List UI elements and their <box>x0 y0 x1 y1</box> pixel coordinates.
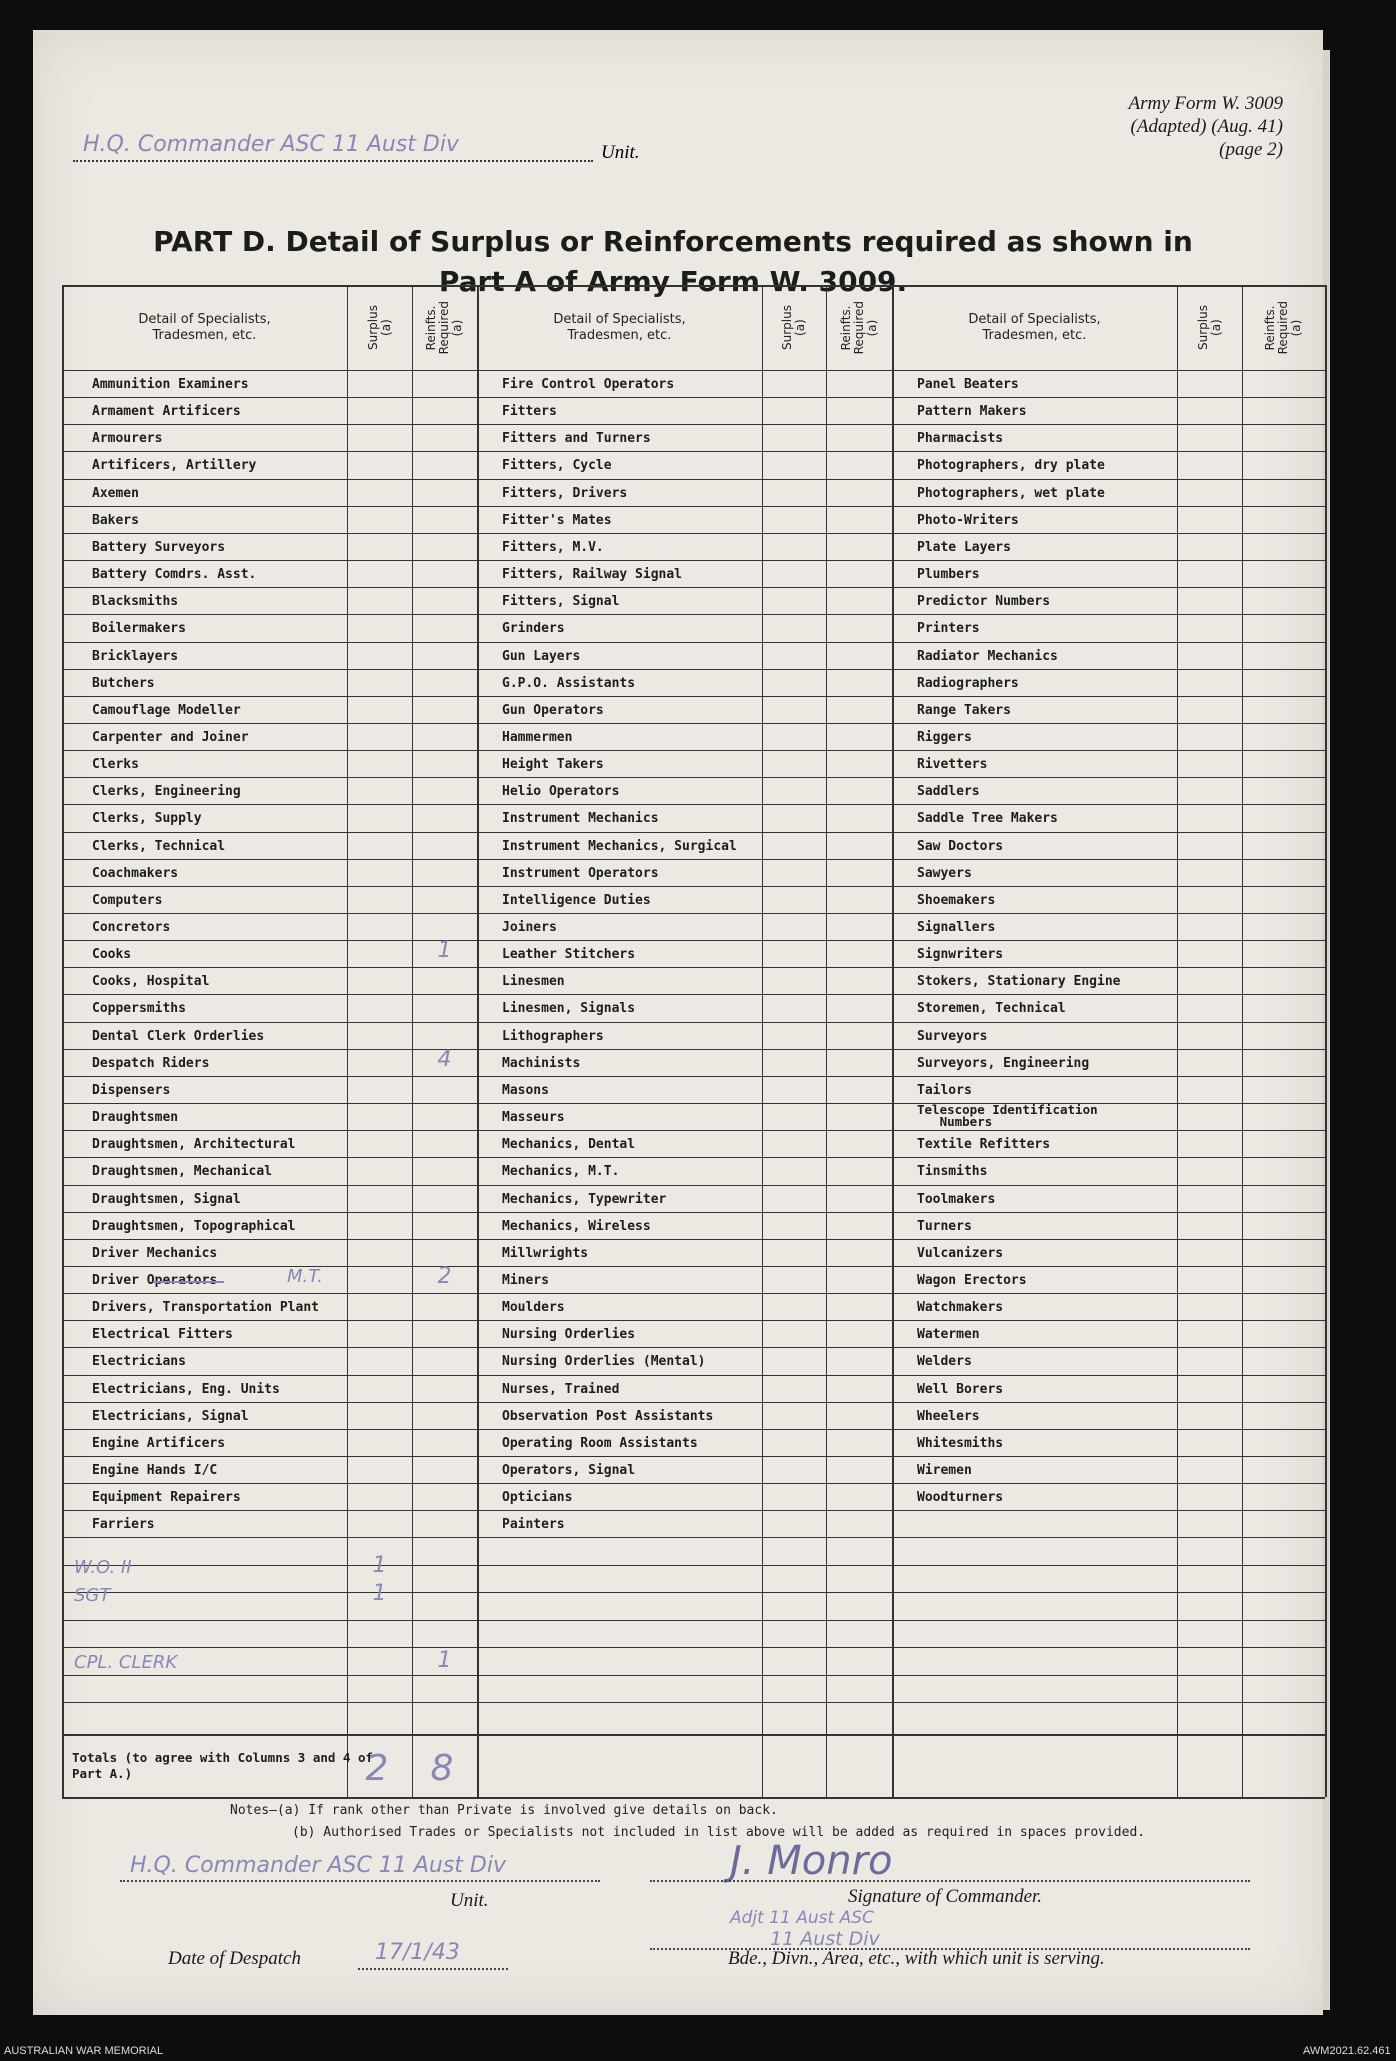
row-rule <box>62 1103 1325 1104</box>
header-surplus: Surplus (a) <box>1195 305 1223 350</box>
table-row: Butchers <box>92 675 155 691</box>
row-rule <box>62 1675 1325 1676</box>
table-row: Fitters <box>502 404 557 420</box>
title-line-1: PART D. Detail of Surplus or Reinforcements required as shown in <box>153 225 1193 258</box>
header-detail: Detail of Specialists, Tradesmen, etc. <box>553 311 686 343</box>
title-line-2: Part A of Army Form W. 3009. <box>438 265 908 298</box>
table-row: Radiographers <box>917 675 1019 691</box>
footer-right: AWM2021.62.461 <box>1303 2045 1391 2057</box>
table-row: Leather Stitchers <box>502 947 636 963</box>
table-row: Driver Mechanics <box>92 1245 218 1261</box>
table-row: Ammunition Examiners <box>92 377 249 392</box>
form-number: Army Form W. 3009 <box>1128 93 1283 114</box>
table-row: Equipment Repairers <box>92 1490 241 1506</box>
table-row: Boilermakers <box>92 621 186 637</box>
table-row: Stokers, Stationary Engine <box>917 974 1121 990</box>
row-rule <box>62 614 1325 615</box>
table-row: Armament Artificers <box>92 404 241 420</box>
table-row: Predictor Numbers <box>917 594 1051 610</box>
column-rule <box>1177 285 1178 1797</box>
table-row: Draughtsmen, Signal <box>92 1191 241 1207</box>
table-row: Rivetters <box>917 757 988 773</box>
table-row: Mechanics, M.T. <box>502 1164 620 1180</box>
row-rule <box>62 994 1325 995</box>
table-row: Bakers <box>92 512 139 528</box>
unit-label: Unit. <box>601 142 640 163</box>
table-row: Nursing Orderlies <box>502 1327 636 1343</box>
table-row: Fire Control Operators <box>502 377 675 392</box>
row-rule <box>62 1592 1325 1593</box>
table-row: Mechanics, Typewriter <box>502 1191 667 1207</box>
table-row: Textile Refitters <box>917 1137 1051 1153</box>
table-row: Turners <box>917 1218 972 1234</box>
driver-annotation: M.T. <box>287 1265 323 1287</box>
table-row: Fitters, Railway Signal <box>502 567 683 583</box>
table-row: Driver Operators <box>92 1272 218 1288</box>
table-row: Photo-Writers <box>917 512 1019 528</box>
row-rule <box>62 1212 1325 1213</box>
table-row: Gun Layers <box>502 648 581 664</box>
form-page: (page 2) <box>1219 139 1283 160</box>
row-rule <box>62 1239 1325 1240</box>
table-row: Linesmen <box>502 974 565 990</box>
table-row: Riggers <box>917 729 972 745</box>
table-row: Battery Comdrs. Asst. <box>92 567 257 583</box>
table-row: Cooks, Hospital <box>92 974 210 990</box>
table-row: Toolmakers <box>917 1191 996 1207</box>
specialists-table <box>62 285 1325 1797</box>
table-row: Dental Clerk Orderlies <box>92 1028 265 1044</box>
extra-row-surplus: 1 <box>372 1553 387 1579</box>
table-row: Lithographers <box>502 1028 604 1044</box>
table-row: G.P.O. Assistants <box>502 675 636 691</box>
table-row: Wheelers <box>917 1408 980 1424</box>
table-row: Fitters, M.V. <box>502 539 604 555</box>
driver-operators-reinfts: 2 <box>437 1263 452 1289</box>
table-row: Sawyers <box>917 865 972 881</box>
row-rule <box>62 886 1325 887</box>
table-row: Battery Surveyors <box>92 539 226 555</box>
table-row: Watchmakers <box>917 1300 1004 1316</box>
table-row: Shoemakers <box>917 892 996 908</box>
row-rule <box>62 1510 1325 1511</box>
table-row: Well Borers <box>917 1381 1004 1397</box>
table-row: Armourers <box>92 431 163 447</box>
row-rule <box>62 1537 1325 1538</box>
totals-surplus: 2 <box>365 1748 389 1789</box>
bottom-unit-handwritten: H.Q. Commander ASC 11 Aust Div <box>130 1853 506 1878</box>
notes <box>230 1800 1145 1844</box>
row-rule <box>62 1647 1325 1648</box>
row-rule <box>62 1022 1325 1023</box>
table-row: Telescope Identification Numbers <box>917 1102 1098 1130</box>
row-rule <box>62 1620 1325 1621</box>
table-row: Saw Doctors <box>917 838 1004 854</box>
row-rule <box>62 560 1325 561</box>
extra-row-label: W.O. II <box>74 1557 132 1579</box>
table-row: Linesmen, Signals <box>502 1001 636 1017</box>
table-row: Surveyors, Engineering <box>917 1055 1090 1071</box>
table-row: Tailors <box>917 1082 972 1098</box>
row-rule <box>62 777 1325 778</box>
column-rule <box>1325 285 1327 1797</box>
row-rule <box>62 859 1325 860</box>
table-row: Cooks <box>92 947 132 963</box>
table-row: Photographers, dry plate <box>917 458 1105 474</box>
row-rule <box>62 967 1325 968</box>
unit-handwritten: H.Q. Commander ASC 11 Aust Div <box>83 132 459 157</box>
row-rule <box>62 669 1325 670</box>
table-row: Computers <box>92 892 163 908</box>
table-row: Vulcanizers <box>917 1245 1004 1261</box>
column-rule <box>62 285 64 1797</box>
table-row: Instrument Mechanics <box>502 811 659 827</box>
row-rule <box>62 1429 1325 1430</box>
column-rule <box>826 285 827 1797</box>
table-row: Saddlers <box>917 784 980 800</box>
table-row: Photographers, wet plate <box>917 485 1105 501</box>
table-row: Masseurs <box>502 1110 565 1126</box>
signature-stamp: Adjt 11 Aust ASC <box>730 1908 874 1928</box>
table-row: Artificers, Artillery <box>92 458 257 474</box>
row-rule <box>62 1402 1325 1403</box>
extra-row-label: SGT <box>74 1584 111 1606</box>
table-row: Clerks, Engineering <box>92 784 241 800</box>
table-row: Printers <box>917 621 980 637</box>
row-rule <box>62 642 1325 643</box>
header-rule <box>62 370 1325 371</box>
table-row: Gun Operators <box>502 702 604 718</box>
row-rule <box>62 940 1325 941</box>
area-label: Bde., Divn., Area, etc., with which unit is serving. <box>728 1948 1105 1969</box>
row-rule <box>62 1483 1325 1484</box>
table-row: Mechanics, Dental <box>502 1137 636 1153</box>
row-rule <box>62 424 1325 425</box>
unit-field-top <box>73 130 640 170</box>
header-surplus: Surplus (a) <box>365 305 393 350</box>
table-row: Signwriters <box>917 947 1004 963</box>
header-reinfts: Reinfts. Required (a) <box>1263 300 1303 355</box>
table-row: Pattern Makers <box>917 404 1027 420</box>
commander-signature: J. Monro <box>730 1838 893 1884</box>
table-row: Intelligence Duties <box>502 892 651 908</box>
table-row: Coppersmiths <box>92 1001 186 1017</box>
row-rule <box>62 451 1325 452</box>
table-row: Operating Room Assistants <box>502 1435 698 1451</box>
table-row: Clerks, Technical <box>92 838 226 854</box>
cooks-reinfts: 1 <box>437 938 452 964</box>
table-row: Concretors <box>92 920 171 935</box>
table-row: Instrument Mechanics, Surgical <box>502 838 737 854</box>
totals-reinfts: 8 <box>430 1748 454 1789</box>
table-row: Tinsmiths <box>917 1164 988 1180</box>
table-row: Watermen <box>917 1327 980 1343</box>
row-rule <box>62 1076 1325 1077</box>
table-row: Height Takers <box>502 757 604 773</box>
row-rule <box>62 1130 1325 1131</box>
table-row: Axemen <box>92 485 139 501</box>
table-row: Moulders <box>502 1300 565 1316</box>
table-row: Machinists <box>502 1055 581 1071</box>
row-rule <box>62 1456 1325 1457</box>
row-rule <box>62 1157 1325 1158</box>
table-row: Welders <box>917 1354 972 1370</box>
table-row: Engine Hands I/C <box>92 1463 218 1478</box>
table-bottom-border <box>62 1797 1325 1799</box>
table-row: Plumbers <box>917 567 980 583</box>
column-rule <box>477 285 479 1797</box>
table-row: Millwrights <box>502 1245 589 1261</box>
date-label: Date of Despatch <box>168 1948 301 1969</box>
table-row: Clerks, Supply <box>92 811 202 827</box>
table-row: Observation Post Assistants <box>502 1408 714 1424</box>
table-row: Saddle Tree Makers <box>917 811 1058 827</box>
table-row: Fitters and Turners <box>502 431 651 447</box>
row-rule <box>62 1347 1325 1348</box>
table-row: Storemen, Technical <box>917 1001 1066 1017</box>
form-adapted: (Adapted) (Aug. 41) <box>1130 116 1283 137</box>
table-row: Panel Beaters <box>917 377 1019 392</box>
table-row: Dispensers <box>92 1082 171 1098</box>
table-row: Nursing Orderlies (Mental) <box>502 1354 706 1370</box>
header-detail: Detail of Specialists, Tradesmen, etc. <box>138 311 271 343</box>
note-b: (b) Authorised Trades or Specialists not included in list above will be added as required in spaces provided. <box>292 1825 1146 1840</box>
table-row: Plate Layers <box>917 539 1011 555</box>
table-row: Farriers <box>92 1517 155 1533</box>
area-handwritten: 11 Aust Div <box>770 1928 880 1950</box>
table-row: Fitters, Cycle <box>502 458 612 474</box>
row-rule <box>62 1185 1325 1186</box>
table-row: Masons <box>502 1082 549 1098</box>
table-row: Camouflage Modeller <box>92 702 241 718</box>
totals-label: Totals (to agree with Columns 3 and 4 of Part A.) <box>72 1750 374 1781</box>
table-row: Whitesmiths <box>917 1435 1004 1451</box>
table-row: Electricians, Signal <box>92 1408 249 1424</box>
table-row: Pharmacists <box>917 431 1004 447</box>
table-row: Range Takers <box>917 702 1011 718</box>
table-row: Fitters, Signal <box>502 594 620 610</box>
row-rule <box>62 1293 1325 1294</box>
table-row: Blacksmiths <box>92 594 179 610</box>
header-surplus: Surplus (a) <box>780 305 807 350</box>
row-rule <box>62 1320 1325 1321</box>
row-rule <box>62 1375 1325 1376</box>
table-row: Surveyors <box>917 1028 988 1044</box>
table-row: Engine Artificers <box>92 1435 226 1451</box>
table-row: Coachmakers <box>92 865 179 881</box>
table-row: Operators, Signal <box>502 1463 636 1478</box>
table-row: Opticians <box>502 1490 573 1506</box>
table-row: Electrical Fitters <box>92 1327 233 1343</box>
row-rule <box>62 913 1325 914</box>
strikeout <box>154 1281 224 1283</box>
table-row: Draughtsmen <box>92 1110 179 1126</box>
table-row: Clerks <box>92 757 139 773</box>
extra-row-label: CPL. CLERK <box>74 1652 178 1674</box>
despatch-riders-reinfts: 4 <box>437 1046 452 1072</box>
table-row: Instrument Operators <box>502 865 659 881</box>
header-reinfts: Reinfts. Required (a) <box>424 300 464 355</box>
table-row: Fitters, Drivers <box>502 485 628 501</box>
table-row: Signallers <box>917 920 996 935</box>
footer-left: AUSTRALIAN WAR MEMORIAL <box>4 2045 164 2057</box>
row-rule <box>62 832 1325 833</box>
table-row: Electricians <box>92 1354 186 1370</box>
row-rule <box>62 1702 1325 1703</box>
extra-row-reinfts: 1 <box>437 1648 452 1674</box>
table-row: Woodturners <box>917 1490 1004 1506</box>
totals-rule <box>62 1734 1325 1736</box>
column-rule <box>762 285 763 1797</box>
header-reinfts: Reinfts. Required (a) <box>838 300 879 355</box>
date-value: 17/1/43 <box>375 1940 460 1965</box>
row-rule <box>62 723 1325 724</box>
form-reference <box>1129 92 1283 161</box>
row-rule <box>62 506 1325 507</box>
table-row: Bricklayers <box>92 648 179 664</box>
note-a: Notes—(a) If rank other than Private is involved give details on back. <box>230 1803 778 1818</box>
row-rule <box>62 533 1325 534</box>
table-row: Fitter's Mates <box>502 512 612 528</box>
table-row: Draughtsmen, Topographical <box>92 1218 296 1234</box>
table-row: Mechanics, Wireless <box>502 1218 651 1234</box>
row-rule <box>62 479 1325 480</box>
row-rule <box>62 397 1325 398</box>
table-row: Painters <box>502 1517 565 1533</box>
table-row: Radiator Mechanics <box>917 648 1058 664</box>
column-rule <box>1242 285 1243 1797</box>
table-row: Carpenter and Joiner <box>92 729 249 745</box>
table-row: Wiremen <box>917 1463 972 1478</box>
row-rule <box>62 696 1325 697</box>
table-row: Drivers, Transportation Plant <box>92 1300 319 1316</box>
signature-label: Signature of Commander. <box>848 1886 1043 1907</box>
table-row: Nurses, Trained <box>502 1381 620 1397</box>
row-rule <box>62 1565 1325 1566</box>
row-rule <box>62 750 1325 751</box>
row-rule <box>62 804 1325 805</box>
table-row: Draughtsmen, Architectural <box>92 1137 296 1153</box>
column-rule <box>412 285 413 1797</box>
extra-row-surplus: 1 <box>372 1580 387 1606</box>
column-rule <box>892 285 894 1797</box>
table-row: Miners <box>502 1272 549 1288</box>
bottom-unit-label: Unit. <box>450 1890 489 1911</box>
header-detail: Detail of Specialists, Tradesmen, etc. <box>968 311 1101 343</box>
table-row: Wagon Erectors <box>917 1272 1027 1288</box>
table-row: Grinders <box>502 621 565 637</box>
table-row: Joiners <box>502 920 557 935</box>
table-row: Hammermen <box>502 729 573 745</box>
row-rule <box>62 587 1325 588</box>
table-row: Draughtsmen, Mechanical <box>92 1164 273 1180</box>
row-rule <box>62 1266 1325 1267</box>
table-row: Helio Operators <box>502 784 620 800</box>
row-rule <box>62 1049 1325 1050</box>
table-row: Electricians, Eng. Units <box>92 1381 280 1397</box>
table-row: Despatch Riders <box>92 1055 210 1071</box>
